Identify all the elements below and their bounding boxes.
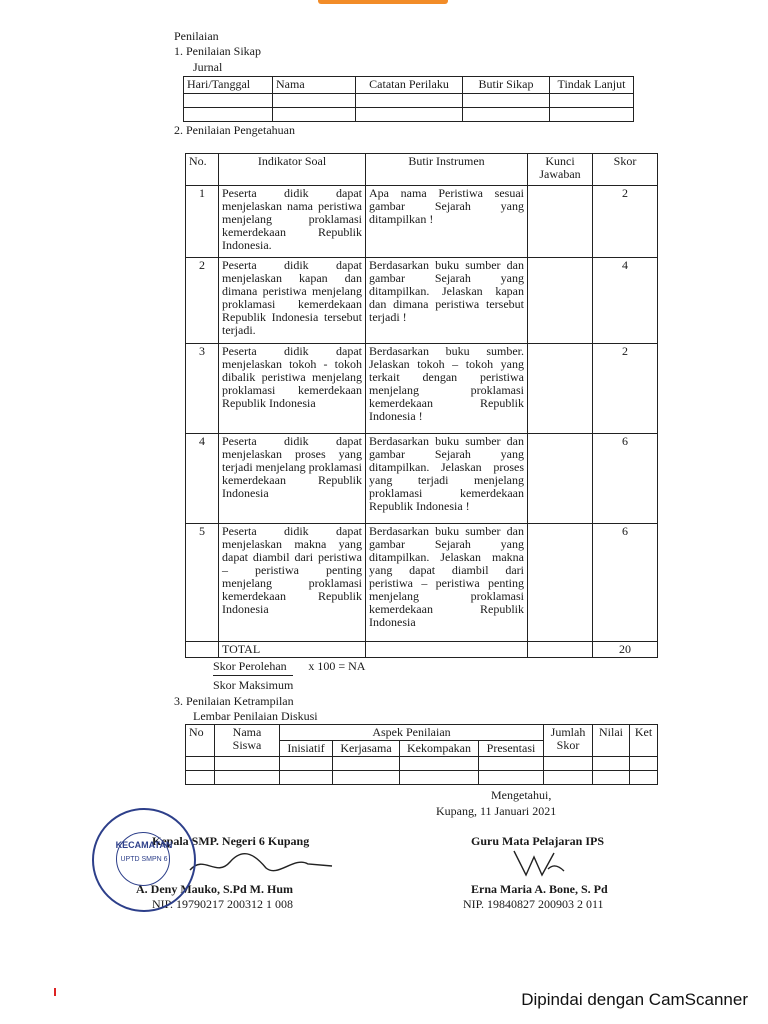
school-stamp-icon [92, 808, 196, 912]
pengetahuan-header-butir: Butir Instrumen [366, 154, 528, 186]
row-butir: Apa nama Peristiwa sesuai gambar Sejarah yang ditampilkan ! [366, 186, 528, 258]
mengetahui-text: Mengetahui, [491, 788, 552, 802]
table-row [186, 524, 658, 642]
diskusi-header-aspek: Aspek Penilaian [280, 725, 544, 741]
pengetahuan-header-indikator: Indikator Soal [219, 154, 366, 186]
left-signer-nip: NIP. 19790217 200312 1 008 [152, 897, 294, 911]
stamp-top-text: KECAMATAN [115, 840, 173, 850]
row-skor: 4 [593, 258, 658, 344]
jurnal-header-nama: Nama [273, 77, 356, 94]
row-no: 1 [186, 186, 219, 258]
row-indikator: Peserta didik dapat menjelaskan kapan dan dimana peristiwa menjelang proklamasi kemerdekaan Republik Indonesia tersebut terjadi. [219, 258, 366, 344]
pengetahuan-header-skor: Skor [593, 154, 658, 186]
total-value: 20 [593, 642, 658, 658]
formula-numerator: Skor Perolehan [213, 659, 293, 676]
diskusi-header-ket: Ket [630, 725, 658, 757]
aspek-inisiatif: Inisiatif [280, 741, 333, 757]
row-no: 3 [186, 344, 219, 434]
jurnal-header-catatan: Catatan Perilaku [356, 77, 463, 94]
section3-title: 3. Penilaian Ketrampilan [174, 694, 294, 708]
row-butir: Berdasarkan buku sumber dan gambar Sejarah yang ditampilkan. Jelaskan kapan dan dimana peristiwa tersebut terjadi ! [366, 258, 528, 344]
left-signature-icon [186, 848, 336, 882]
row-skor: 2 [593, 344, 658, 434]
right-signature-icon [508, 845, 568, 881]
table-row [186, 434, 658, 524]
jurnal-table [183, 76, 634, 122]
table-row [186, 186, 658, 258]
row-skor: 6 [593, 434, 658, 524]
row-kunci [528, 434, 593, 524]
formula-denominator: Skor Maksimum [213, 678, 294, 692]
aspek-kerjasama: Kerjasama [333, 741, 400, 757]
section1-title: 1. Penilaian Sikap [174, 44, 261, 58]
diskusi-header-no: No [186, 725, 215, 757]
right-signer-name: Erna Maria A. Bone, S. Pd [471, 882, 608, 896]
row-kunci [528, 186, 593, 258]
row-kunci [528, 258, 593, 344]
jurnal-empty-row [184, 94, 634, 108]
table-row [186, 258, 658, 344]
row-butir: Berdasarkan buku sumber. Jelaskan tokoh – tokoh yang terkait dengan peristiwa menjelang proklamasi kemerdekaan Republik Indonesia ! [366, 344, 528, 434]
jurnal-empty-row [184, 108, 634, 122]
camscanner-watermark: Dipindai dengan CamScanner [521, 990, 748, 1009]
jurnal-header-hari: Hari/Tanggal [184, 77, 273, 94]
jurnal-header-butir: Butir Sikap [463, 77, 550, 94]
page-heading: Penilaian [174, 29, 219, 43]
right-signer-role: Guru Mata Pelajaran IPS [471, 834, 604, 848]
diskusi-empty-row [186, 771, 658, 785]
pengetahuan-table [185, 153, 658, 658]
place-date: Kupang, 11 Januari 2021 [436, 804, 557, 818]
row-butir: Berdasarkan buku sumber dan gambar Sejarah yang ditampilkan. Jelaskan makna yang dapat diambil dari peristiwa – peristiwa penting menjelang proklamasi kemerdekaan Republik Indonesia [366, 524, 528, 642]
right-signer-nip: NIP. 19840827 200903 2 011 [463, 897, 604, 911]
row-no: 2 [186, 258, 219, 344]
diskusi-header-nilai: Nilai [593, 725, 630, 757]
row-butir: Berdasarkan buku sumber dan gambar Sejarah yang ditampilkan. Jelaskan proses yang terjadi menjelang proklamasi kemerdekaan Republik Indonesia ! [366, 434, 528, 524]
formula-multiplier: x 100 = NA [308, 659, 366, 673]
total-label: TOTAL [219, 642, 366, 658]
jurnal-header-tindak: Tindak Lanjut [550, 77, 634, 94]
row-indikator: Peserta didik dapat menjelaskan makna yang dapat diambil dari peristiwa – peristiwa penting menjelang proklamasi kemerdekaan Republik Indonesia [219, 524, 366, 642]
stamp-middle-text: UPTD SMPN 6 [120, 856, 168, 863]
pengetahuan-header-no: No. [186, 154, 219, 186]
row-kunci [528, 524, 593, 642]
left-signer-name: A. Deny Mauko, S.Pd M. Hum [136, 882, 294, 896]
aspek-kekompakan: Kekompakan [400, 741, 479, 757]
aspek-presentasi: Presentasi [479, 741, 544, 757]
total-row [186, 642, 658, 658]
formula-block [213, 659, 365, 693]
row-indikator: Peserta didik dapat menjelaskan tokoh - tokoh dibalik peristiwa menjelang proklamasi kemerdekaan Republik Indonesia [219, 344, 366, 434]
section2-title: 2. Penilaian Pengetahuan [174, 123, 295, 137]
table-row [186, 344, 658, 434]
row-indikator: Peserta didik dapat menjelaskan nama peristiwa menjelang proklamasi kemerdekaan Republik Indonesia. [219, 186, 366, 258]
red-mark [54, 988, 56, 996]
diskusi-table [185, 724, 658, 785]
row-indikator: Peserta didik dapat menjelaskan proses yang terjadi menjelang proklamasi kemerdekaan Republik Indonesia [219, 434, 366, 524]
row-skor: 6 [593, 524, 658, 642]
row-kunci [528, 344, 593, 434]
section3-subtitle: Lembar Penilaian Diskusi [193, 709, 318, 723]
diskusi-empty-row [186, 757, 658, 771]
row-no: 4 [186, 434, 219, 524]
row-no: 5 [186, 524, 219, 642]
diskusi-header-nama: Nama Siswa [215, 725, 280, 757]
scanner-top-bar [318, 0, 448, 4]
section1-subtitle: Jurnal [193, 60, 223, 74]
left-signer-role: Kepala SMP. Negeri 6 Kupang [152, 834, 310, 848]
row-skor: 2 [593, 186, 658, 258]
pengetahuan-header-kunci: Kunci Jawaban [528, 154, 593, 186]
diskusi-header-jumlah: Jumlah Skor [544, 725, 593, 757]
